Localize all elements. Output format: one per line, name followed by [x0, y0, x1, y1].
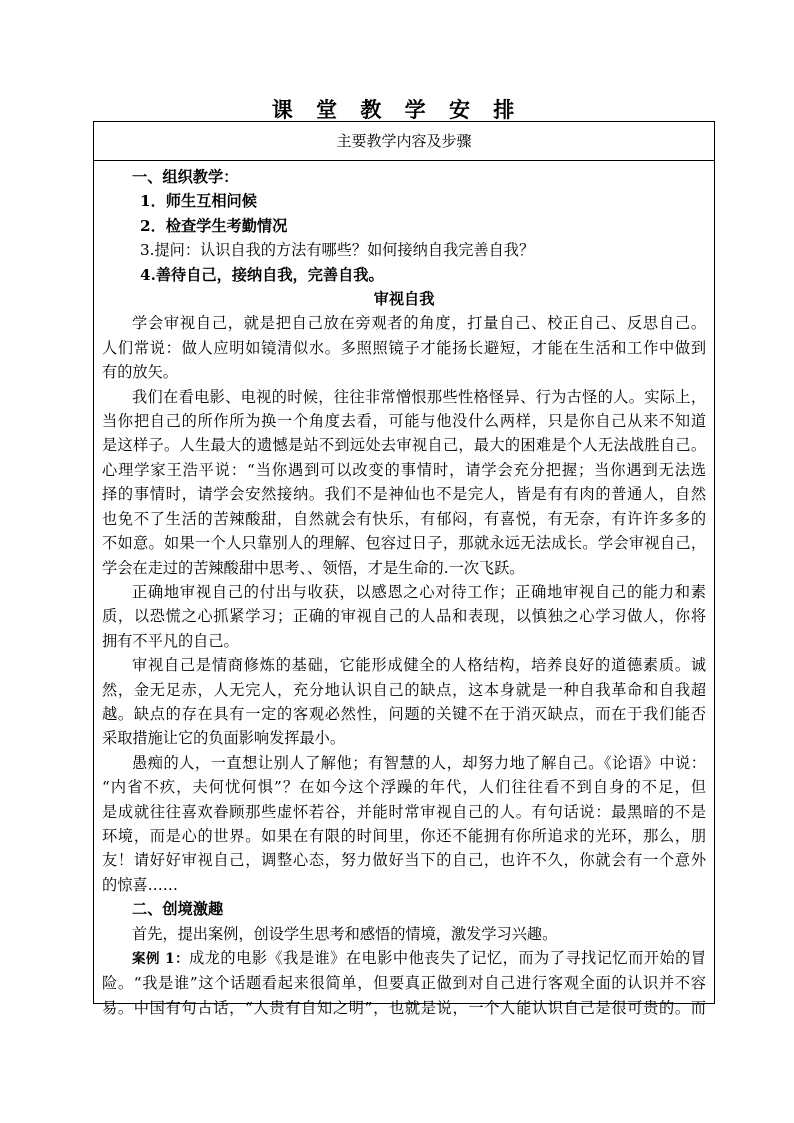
- case-first-line: [102, 946, 706, 971]
- lesson-table: [93, 121, 715, 1017]
- text-line: 4.善待自己，接纳自我，完善自我。: [140, 265, 384, 284]
- text-line: 不如意。如果一个人只靠别人的理解、包容过日子，那就永远无法成长。学会审视自己，: [102, 534, 706, 553]
- text-line: 是成就往往喜欢眷顾那些虚怀若谷，并能时常审视自己的人。有句话说：最黑暗的不是: [102, 802, 706, 821]
- text-line: 也免不了生活的苦辣酸甜，自然就会有快乐，有郁闷，有喜悦，有无奈，有许许多多的: [102, 509, 706, 528]
- text-line: 人们常说：做人应明如镜清似水。多照照镜子才能扬长避短，才能在生活和工作中做到: [102, 338, 706, 357]
- text-line: 二、创境激趣: [132, 900, 224, 919]
- text-line: 2．检查学生考勤情况: [140, 216, 288, 235]
- document-title: 课 堂 教 学 安 排: [271, 97, 523, 122]
- text-line: 审视自己是情商修炼的基础，它能形成健全的人格结构，培养良好的道德素质。诚: [132, 656, 706, 675]
- text-line: 学会审视自己，就是把自己放在旁观者的角度，打量自己、校正自己、反思自己。: [132, 314, 706, 333]
- case-line: 易。中国有句古话，“人贵有自知之明”，也就是说，一个人能认识自己是很可贵的。而: [102, 998, 706, 1017]
- text-line: 友！请好好审视自己，调整心态，努力做好当下的自己，也许不久，你就会有一个意外: [102, 851, 706, 870]
- text-line: 学会在走过的苦辣酸甜中思考、、领悟，才是生命的.一次飞跃。: [102, 558, 525, 577]
- table-content: [94, 161, 714, 1020]
- text-line: 当你把自己的所作所为换一个角度去看，可能与他没什么两样，只是你自己从来不知道: [102, 412, 706, 431]
- text-line: 首先，提出案例，创设学生思考和感悟的情境，激发学习兴趣。: [132, 924, 558, 943]
- table-header: 主要教学内容及步骤: [94, 122, 714, 161]
- lesson-text: [102, 165, 706, 946]
- case-first-line-text: 成龙的电影《我是谁》在电影中他丧失了记忆，而为了寻找记忆而开始的冒: [189, 949, 706, 967]
- text-line: 一、组织教学：: [132, 168, 239, 186]
- text-line: 然，金无足赤，人无完人，充分地认识自己的缺点，这本身就是一种自我革命和自我超: [102, 680, 706, 699]
- text-line: 环境，而是心的世界。如果在有限的时间里，你还不能拥有你所追求的光环，那么，朋: [102, 826, 706, 845]
- case-line: 险。“我是谁”这个话题看起来很简单，但要真正做到对自己进行客观全面的认识并不容: [102, 974, 706, 993]
- text-line: 的惊喜……: [102, 875, 178, 894]
- text-line: “内省不疚，夫何忧何惧”？在如今这个浮躁的年代，人们往往看不到自身的不足，但: [102, 778, 706, 797]
- text-line: 是这样子。人生最大的遗憾是站不到远处去审视自己，最大的困难是个人无法战胜自己。: [102, 436, 706, 455]
- text-line: 3.提问：认识自我的方法有哪些？如何接纳自我完善自我？: [140, 241, 535, 260]
- text-line: 质，以恐慌之心抓紧学习；正确的审视自己的人品和表现，以慎独之心学习做人，你将: [102, 607, 706, 626]
- text-line: 越。缺点的存在具有一定的客观必然性，问题的关键不在于消灭缺点，而在于我们能否: [102, 704, 706, 723]
- text-line: 择的事情时，请学会安然接纳。我们不是神仙也不是完人，皆是有有肉的普通人，自然: [102, 485, 706, 504]
- text-line: 采取措施让它的负面影响发挥最小。: [102, 729, 345, 748]
- text-line: 心理学家王浩平说：“当你遇到可以改变的事情时，请学会充分把握；当你遇到无法选: [102, 460, 706, 479]
- text-line: 有的放矢。: [102, 363, 178, 382]
- text-line: 我们在看电影、电视的时候，往往非常憎恨那些性格怪异、行为古怪的人。实际上，: [132, 387, 706, 406]
- text-line: 审视自我: [373, 290, 435, 309]
- text-line: 1．师生互相问候: [140, 192, 257, 211]
- text-line: 正确地审视自己的付出与收获，以感恩之心对待工作；正确地审视自己的能力和素: [132, 582, 706, 601]
- text-line: 拥有不平凡的自己。: [102, 631, 239, 650]
- text-line: 愚痴的人，一直想让别人了解他；有智慧的人，却努力地了解自己。《论语》中说：: [132, 753, 706, 772]
- case-label: 案例 1：: [132, 951, 190, 967]
